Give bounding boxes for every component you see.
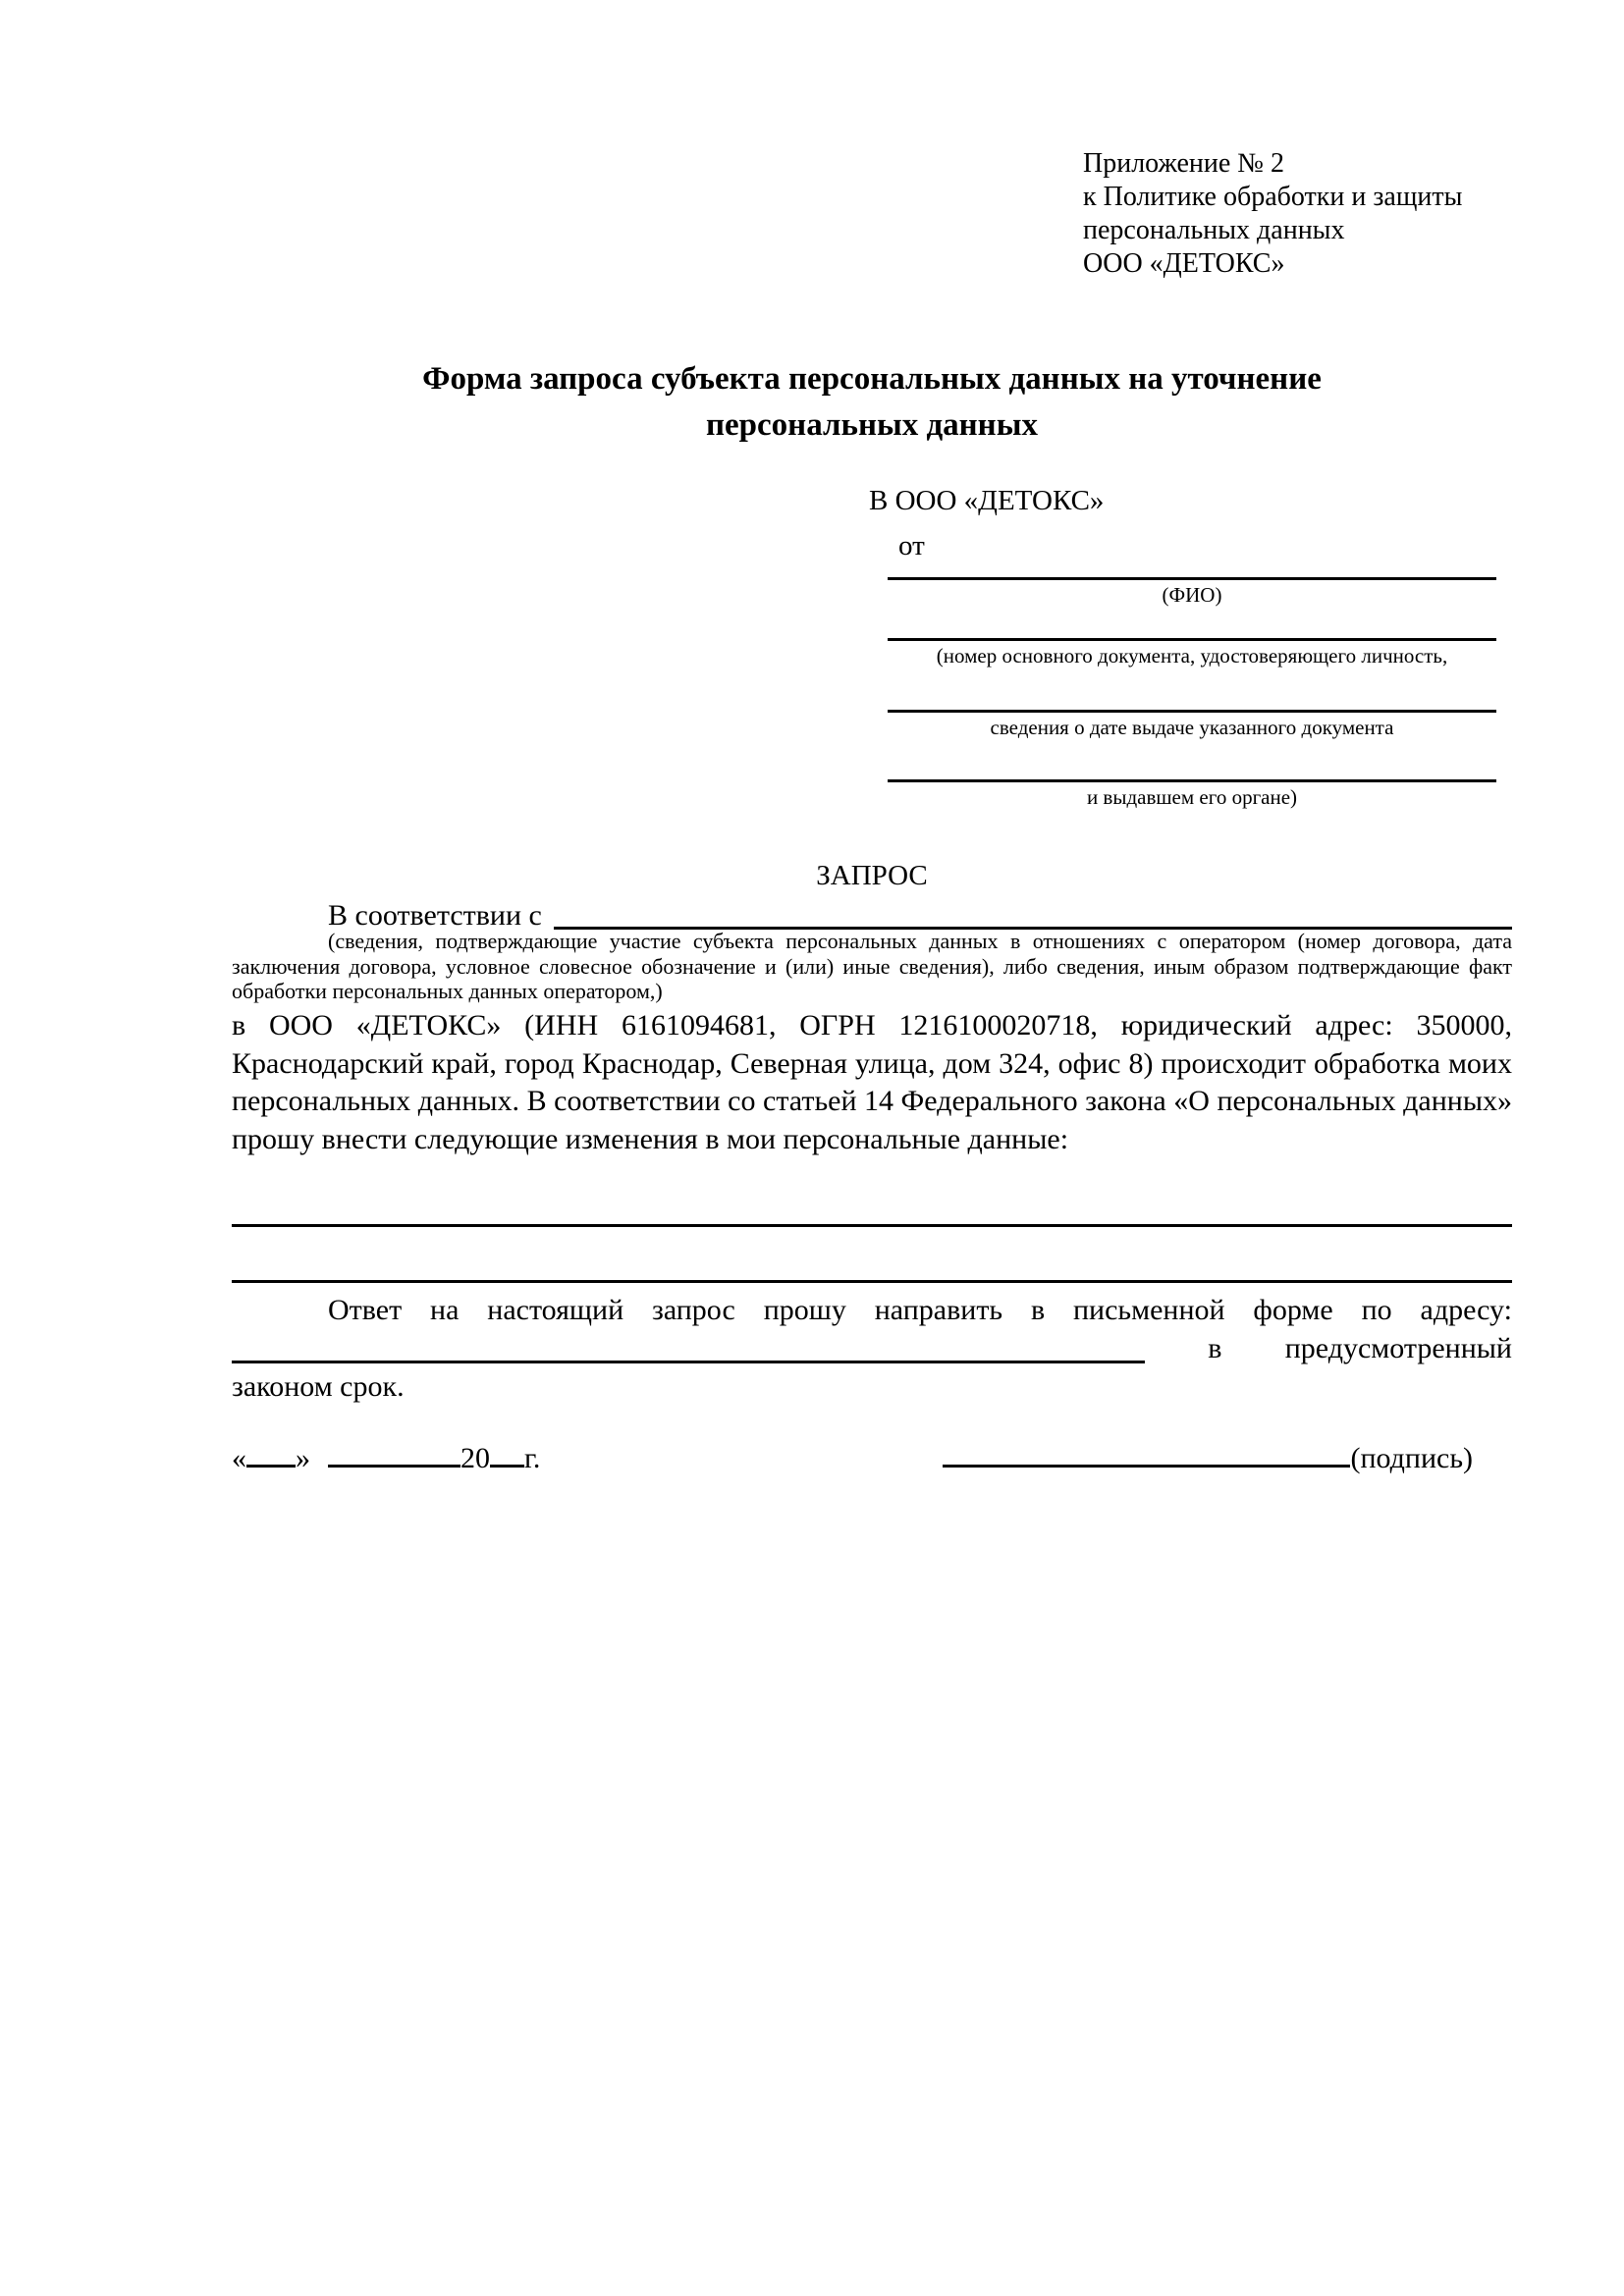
appendix-header xyxy=(1083,147,1462,281)
appendix-line-2: к Политике обработки и защиты xyxy=(1083,182,1463,212)
address-blank-line xyxy=(232,1361,1145,1363)
signature-group xyxy=(943,1435,1473,1477)
date-year-blank-line xyxy=(490,1435,524,1468)
field-fio xyxy=(888,563,1496,607)
date-group xyxy=(232,1435,540,1477)
date-month-blank-line xyxy=(328,1435,460,1468)
answer-word-v: в xyxy=(1208,1332,1222,1364)
changes-blank-line-1 xyxy=(232,1224,1512,1227)
recipient-block xyxy=(869,483,1512,809)
date-quote-close: » xyxy=(296,1442,310,1474)
accordance-prefix: В соответствии с xyxy=(328,899,542,932)
document-title xyxy=(232,356,1512,449)
answer-line-2 xyxy=(232,1330,1512,1368)
answer-line-3: законом срок. xyxy=(232,1369,405,1403)
issuing-authority-caption: и выдавшем его органе) xyxy=(1086,785,1298,809)
request-heading: ЗАПРОС xyxy=(816,860,928,891)
answer-word-predusmotrennyi: предусмотренный xyxy=(1284,1332,1512,1364)
date-day-blank-line xyxy=(246,1435,296,1468)
fio-caption: (ФИО) xyxy=(1162,583,1222,607)
date-quote-open: « xyxy=(232,1442,246,1474)
document-number-caption: (номер основного документа, удостоверяющего личность, xyxy=(936,644,1448,667)
changes-blank-line-2 xyxy=(232,1280,1512,1283)
appendix-line-4: ООО «ДЕТОКС» xyxy=(1083,248,1285,279)
issue-date-caption: сведения о дате выдаче указанного документа xyxy=(990,716,1394,739)
recipient-from: от xyxy=(898,530,925,561)
document-title-line-1: Форма запроса субъекта персональных данных на уточнение xyxy=(422,361,1322,397)
fine-print-note: (сведения, подтверждающие участие субъекта персональных данных в отношениях с оператором (номер договора, дата заключения договора, условное словесное обозначение и (или) иные сведения), либо сведения, иным образом подтверждающие факт обработки персональных данных оператором,) xyxy=(232,929,1512,1003)
recipient-fields xyxy=(888,563,1496,809)
document-number-blank-line xyxy=(888,607,1496,641)
recipient-to: В ООО «ДЕТОКС» xyxy=(869,485,1105,516)
date-year-prefix: 20 xyxy=(460,1442,490,1474)
fio-blank-line xyxy=(888,563,1496,580)
document-title-line-2: персональных данных xyxy=(706,407,1038,443)
signature-caption: (подпись) xyxy=(1350,1442,1473,1474)
answer-line-1: Ответ на настоящий запрос прошу направить в письменной форме по адресу: xyxy=(328,1294,1512,1326)
appendix-line-3: персональных данных xyxy=(1083,215,1345,245)
signature-blank-line xyxy=(943,1435,1350,1468)
field-issuing-authority xyxy=(888,739,1496,809)
date-year-suffix: г. xyxy=(524,1442,541,1474)
request-body-paragraph: в ООО «ДЕТОКС» (ИНН 6161094681, ОГРН 1216100020718, юридический адрес: 350000, Краснодарский край, город Краснодар, Северная улица, дом 324, офис 8) происходит обработка моих персональных данных. В соответствии со статьей 14 Федерального закона «О персональных данных» прошу внести следующие изменения в мои персональные данные: xyxy=(232,1009,1512,1155)
field-document-number xyxy=(888,607,1496,667)
answer-paragraph xyxy=(232,1292,1512,1406)
issuing-authority-blank-line xyxy=(888,739,1496,782)
field-issue-date xyxy=(888,667,1496,739)
issue-date-blank-line xyxy=(888,667,1496,713)
appendix-line-1: Приложение № 2 xyxy=(1083,148,1284,179)
date-signature-row xyxy=(232,1435,1512,1477)
